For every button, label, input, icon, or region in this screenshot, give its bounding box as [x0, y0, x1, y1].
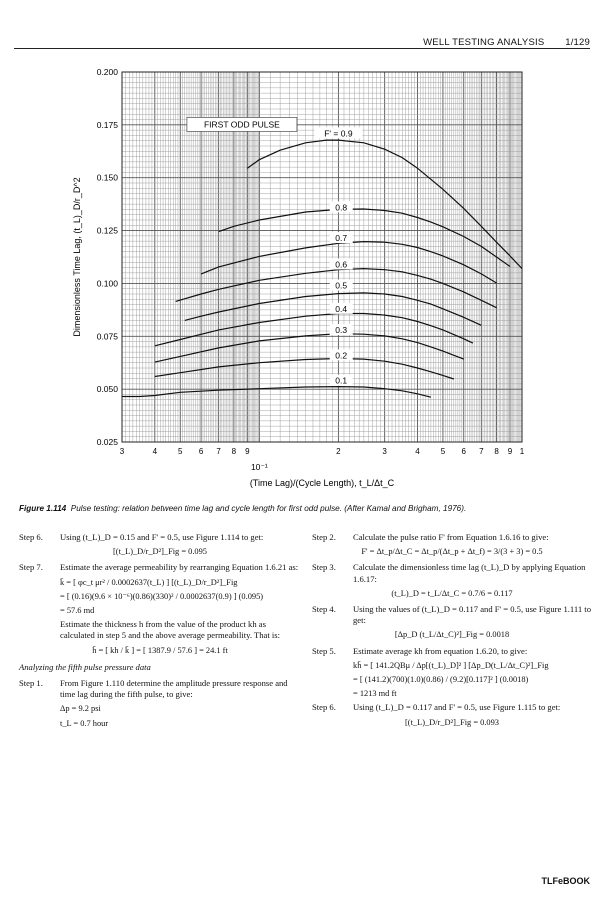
x-tick-label: 6 [198, 447, 204, 456]
series-label: 0.3 [335, 325, 348, 335]
step-block [312, 702, 592, 713]
series-label: 0.1 [335, 375, 348, 386]
x-tick-label: 5 [178, 447, 183, 456]
equation: k̄ = [ φc_t μr² / 0.0002637(t_L) ] [(t_L)_D/r_D²]_Fig [60, 577, 238, 587]
step-block [19, 678, 301, 700]
figure-caption [19, 503, 587, 514]
right-column [312, 532, 592, 733]
x-tick-label: 4 [415, 447, 420, 456]
equation: F' = Δt_p/Δt_C = Δt_p/(Δt_p + Δt_f) = 3/(3 + 3) = 0.5 [361, 547, 543, 557]
series-label: 0.8 [335, 202, 348, 213]
x-tick-label: 7 [216, 447, 221, 456]
equation: kh̄ = [ 141.2QBμ / Δp[(t_L)_D]² ] [Δp_D(t_L/Δt_C)²]_Fig [353, 660, 549, 670]
series-label: 0.2 [335, 350, 348, 361]
x-tick-label: 6 [461, 447, 466, 456]
step-number: Step 5. [312, 645, 336, 656]
y-tick-label: 0.175 [96, 119, 118, 130]
footer-brand: TLFeBOOK [541, 876, 590, 886]
x-tick-label: 8 [494, 447, 499, 456]
x-tick-label: 4 [152, 447, 158, 456]
step-text: Estimate average kh from equation 1.6.20, to give: [353, 645, 528, 656]
series-label: 0.6 [335, 259, 348, 270]
page-number: 1/129 [565, 37, 590, 48]
x-tick-label: 3 [382, 447, 387, 456]
step-text: Estimate the average permeability by rearranging Equation 1.6.21 as: [60, 562, 299, 573]
x-tick-label: 7 [479, 447, 484, 456]
step-block [312, 604, 592, 626]
step-text: Using (t_L)_D = 0.117 and F' = 0.5, use Figure 1.115 to get: [353, 702, 561, 713]
y-tick-label: 0.100 [96, 278, 118, 289]
equation: (t_L)_D = t_L/Δt_C = 0.7/6 = 0.117 [391, 588, 513, 598]
figure-caption-text: Pulse testing: relation between time lag and cycle length for first odd pulse. (After Kamal and Brigham, 1976). [70, 504, 467, 513]
y-tick-label: 0.125 [96, 225, 118, 236]
left-column [19, 532, 301, 732]
subheading: Analyzing the fifth pulse pressure data [19, 661, 151, 672]
step-number: Step 4. [312, 604, 336, 615]
step-text: Using (t_L)_D = 0.15 and F' = 0.5, use Figure 1.114 to get: [60, 532, 264, 542]
step-number: Step 6. [19, 532, 43, 542]
equation: h̄ = [ kh / k̄ ] = [ 1387.9 / 57.6 ] = 24.1 ft [92, 645, 228, 655]
y-tick-label: 0.025 [96, 437, 118, 447]
x-axis-label: (Time Lag)/(Cycle Length), t_L/Δt_C [249, 478, 395, 488]
x-decade-label: 10⁻¹ [250, 462, 268, 472]
series-label: 0.7 [335, 233, 348, 244]
x-tick-label: 3 [119, 447, 125, 456]
equation: = 1213 md ft [353, 689, 397, 699]
x-tick-label: 9 [507, 447, 513, 456]
y-tick-label: 0.150 [96, 172, 118, 183]
step-number: Step 1. [19, 678, 43, 689]
y-tick-label: 0.200 [96, 67, 118, 77]
step-text: From Figure 1.110 determine the amplitude pressure response and time lag during the fifth pulse, to give: [60, 678, 288, 700]
title-box-label: FIRST ODD PULSE [203, 119, 280, 130]
equation: Δp = 9.2 psi [60, 704, 101, 714]
step-number: Step 6. [312, 702, 336, 713]
step-block [19, 532, 301, 543]
y-tick-label: 0.075 [96, 331, 118, 342]
equation: t_L = 0.7 hour [60, 718, 109, 728]
x-tick-label: 1 [519, 447, 525, 456]
equation: [Δp_D (t_L/Δt_C)²]_Fig = 0.0018 [394, 630, 510, 640]
step-text: Using the values of (t_L)_D = 0.117 and F' = 0.5, use Figure 1.111 to get: [353, 604, 591, 626]
running-header [405, 37, 590, 48]
step-block [312, 532, 592, 543]
series-label: 0.4 [335, 303, 348, 314]
step-block [312, 562, 592, 584]
step-text: Estimate the thickness h from the value of the product kh as calculated in step 5 and the above average permeability. That is: [60, 619, 281, 641]
equation: = [ (141.2)(700)(1.0)(0.86) / (9.2)[0.117]² ] (0.0018) [353, 675, 529, 685]
section-title: WELL TESTING ANALYSIS [423, 37, 545, 48]
step-number: Step 3. [312, 562, 336, 573]
figure-label: Figure 1.114 [19, 504, 67, 513]
y-axis-label: Dimensionless Time Lag, (t_L)_D/r_D^2 [72, 177, 82, 337]
series-label: F' = 0.9 [324, 128, 353, 139]
x-tick-label: 5 [440, 447, 446, 456]
step-number: Step 7. [19, 562, 43, 573]
step-block [19, 562, 301, 573]
time-lag-chart [0, 58, 604, 498]
equation: [(t_L)_D/r_D²]_Fig = 0.093 [405, 717, 499, 727]
equation: = [ (0.16)(9.6 × 10⁻⁶)(0.86)(330)² / 0.0002637(0.9) ] (0.095) [60, 591, 264, 601]
equation: [(t_L)_D/r_D²]_Fig = 0.095 [113, 547, 207, 557]
header-rule [14, 48, 590, 49]
equation: = 57.6 md [60, 606, 95, 616]
step-block [312, 646, 592, 657]
y-tick-label: 0.050 [96, 384, 118, 395]
x-tick-label: 9 [245, 447, 250, 456]
x-tick-label: 8 [231, 447, 237, 456]
series-label: 0.5 [335, 280, 348, 291]
step-text: Calculate the pulse ratio F' from Equation 1.6.16 to give: [353, 532, 549, 542]
step-number: Step 2. [312, 532, 336, 542]
x-tick-label: 2 [336, 447, 341, 456]
step-text: Calculate the dimensionless time lag (t_L)_D by applying Equation 1.6.17: [353, 562, 586, 584]
